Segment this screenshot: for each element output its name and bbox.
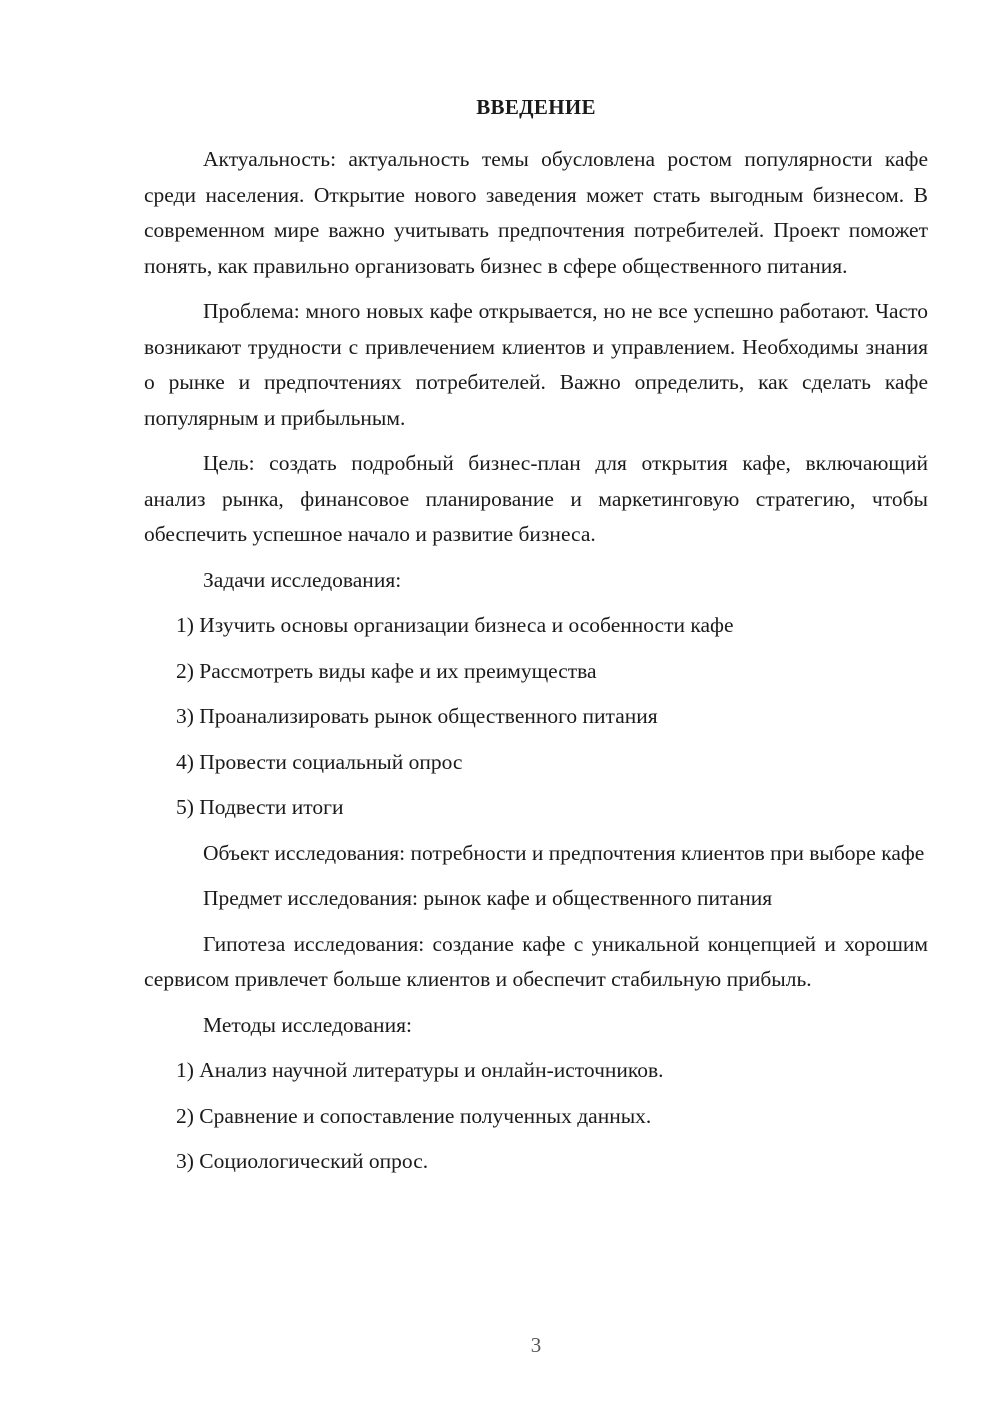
tasks-heading: Задачи исследования: — [203, 567, 402, 592]
list-item: 3) Проанализировать рынок общественного питания — [176, 704, 658, 728]
subject-paragraph: Предмет исследования: рынок кафе и общественного питания — [203, 886, 773, 910]
page-title: ВВЕДЕНИЕ — [476, 95, 596, 119]
methods-heading: Методы исследования: — [203, 1012, 412, 1037]
list-item: 2) Рассмотреть виды кафе и их преимущества — [176, 658, 597, 683]
tasks-list — [144, 608, 928, 826]
goal-paragraph: Цель: создать подробный бизнес-план для открытия кафе, включающий анализ рынка, финансовое планирование и маркетинговую стратегию, чтобы обеспечить успешное начало и развитие бизнеса. — [144, 451, 928, 546]
list-item: 1) Анализ научной литературы и онлайн-источников. — [176, 1058, 664, 1082]
list-item: 4) Провести социальный опрос — [176, 749, 463, 774]
list-item: 1) Изучить основы организации бизнеса и особенности кафе — [176, 613, 734, 637]
object-paragraph: Объект исследования: потребности и предпочтения клиентов при выборе кафе — [203, 840, 925, 865]
page-number: 3 — [530, 1333, 542, 1357]
list-item: 2) Сравнение и сопоставление полученных данных. — [176, 1103, 652, 1128]
problem-paragraph: Проблема: много новых кафе открывается, но не все успешно работают. Часто возникают трудности с привлечением клиентов и управлением. Необходимы знания о рынке и предпочтениях потребителей. Важно определить, как сделать кафе популярным и прибыльным. — [144, 299, 928, 430]
list-item: 5) Подвести итоги — [176, 795, 344, 819]
methods-list — [144, 1053, 928, 1180]
list-item: 3) Социологический опрос. — [176, 1149, 429, 1173]
body-text — [144, 142, 928, 1180]
hypothesis-paragraph: Гипотеза исследования: создание кафе с уникальной концепцией и хорошим сервисом привлечет больше клиентов и обеспечит стабильную прибыль. — [144, 931, 928, 991]
relevance-paragraph: Актуальность: актуальность темы обусловлена ростом популярности кафе среди населения. Открытие нового заведения может стать выгодным бизнесом. В современном мире важно учитывать предпочтения потребителей. Проект поможет понять, как правильно организовать бизнес в сфере общественного питания. — [144, 147, 928, 278]
